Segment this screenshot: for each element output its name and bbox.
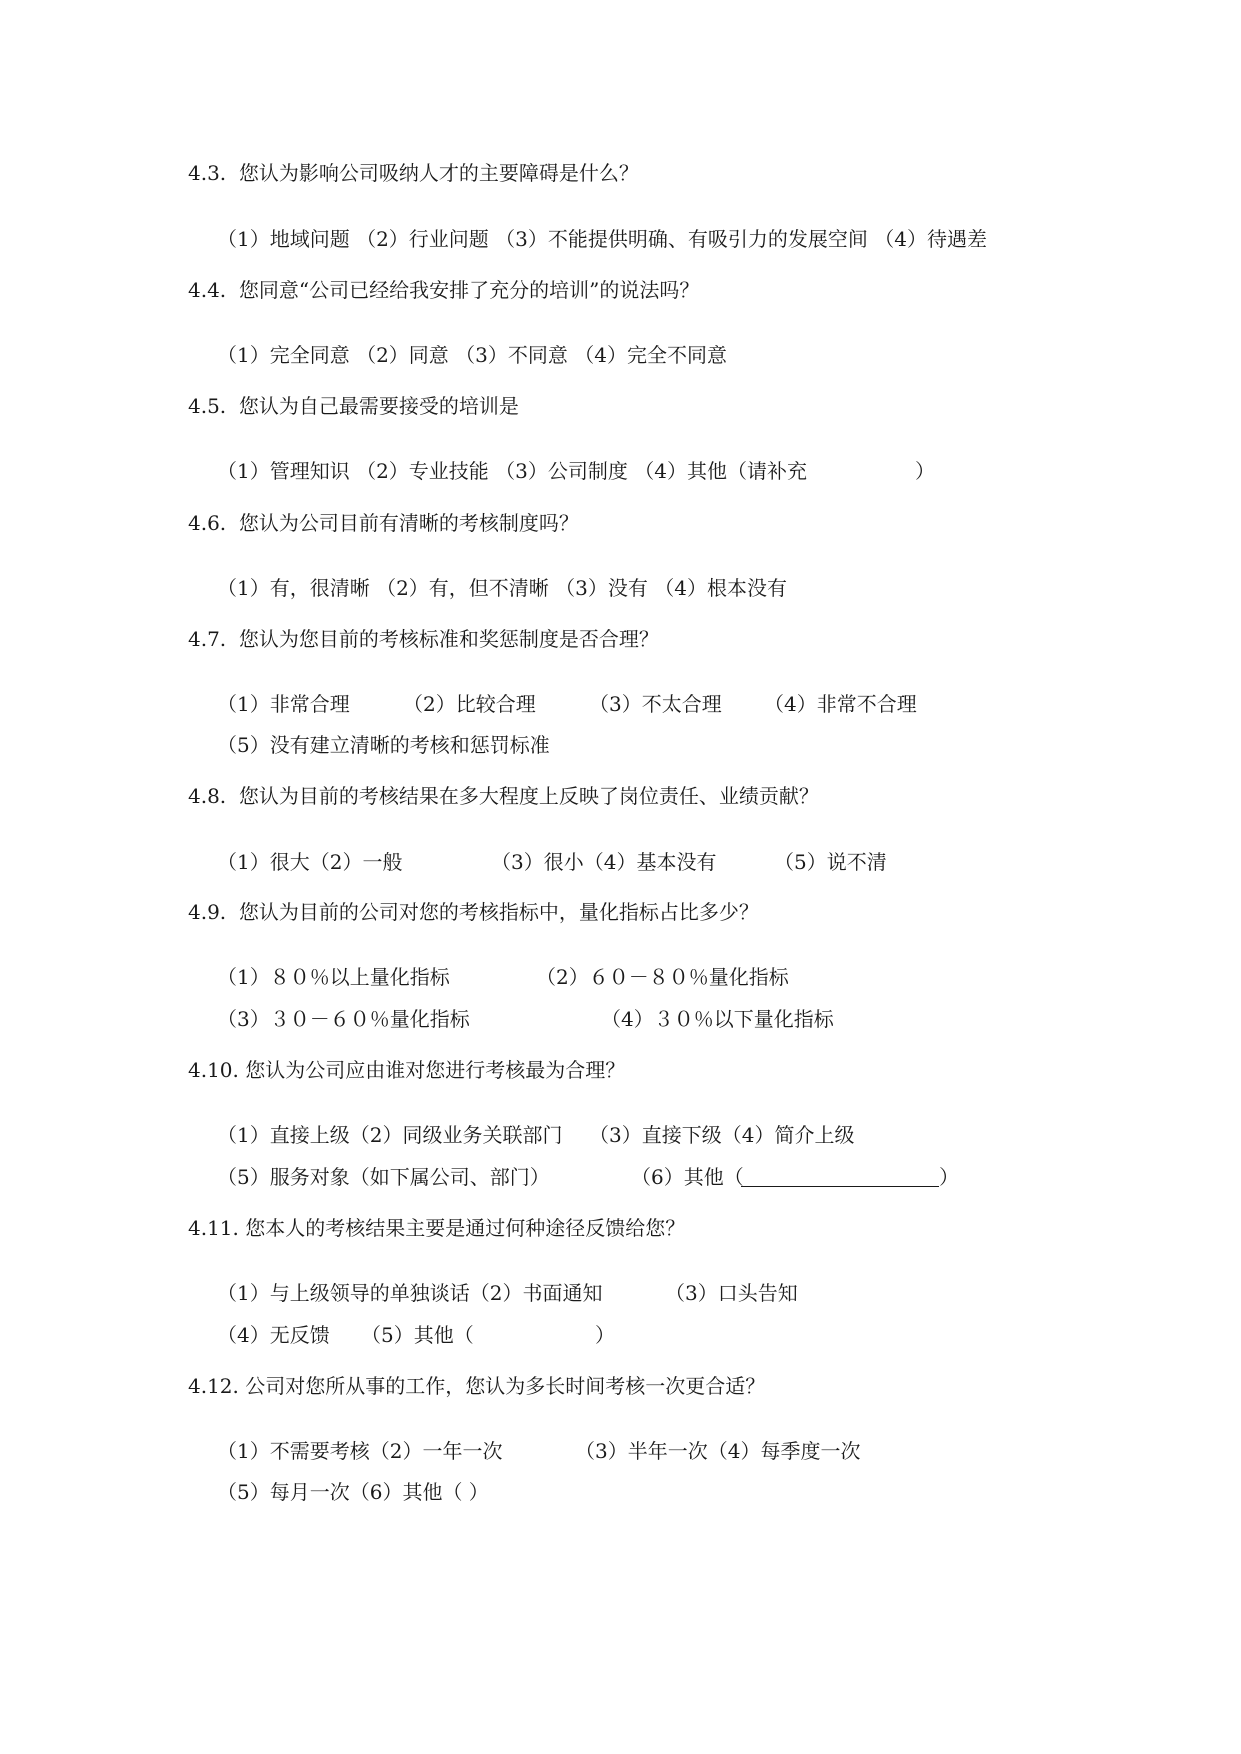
- options-4-8: [217, 849, 977, 875]
- option-4-12-b: （3）半年一次（4）每季度一次: [575, 1439, 861, 1463]
- question-4-8: 4.8. 您认为目前的考核结果在多大程度上反映了岗位责任、业绩贡献？: [188, 784, 819, 808]
- options-4-6: （1）有，很清晰 （2）有，但不清晰 （3）没有 （4）根本没有: [217, 576, 787, 600]
- option-4-12-a: （1）不需要考核（2）一年一次: [217, 1439, 503, 1463]
- question-4-9: 4.9. 您认为目前的公司对您的考核指标中，量化指标占比多少？: [188, 900, 759, 924]
- options-4-4: （1）完全同意 （2）同意 （3）不同意 （4）完全不同意: [217, 343, 727, 367]
- options-4-5-close: ）: [915, 459, 935, 483]
- options-4-11-line-1: [217, 1280, 977, 1306]
- option-4-7-1: （1）非常合理: [217, 692, 350, 716]
- option-4-8-a: （1）很大（2）一般: [217, 850, 403, 874]
- answer-blank-line[interactable]: [741, 1186, 939, 1187]
- option-4-10-c: （5）服务对象（如下属公司、部门）: [217, 1165, 550, 1189]
- option-4-9-3: （3）３０－６０％量化指标: [217, 1007, 470, 1031]
- option-4-10-d: （6）其他（: [631, 1165, 744, 1189]
- option-4-10-a: （1）直接上级（2）同级业务关联部门: [217, 1123, 563, 1147]
- options-4-7-line-1: [217, 691, 977, 717]
- question-4-7: 4.7. 您认为您目前的考核标准和奖惩制度是否合理？: [188, 627, 659, 651]
- option-4-9-1: （1）８０％以上量化指标: [217, 965, 450, 989]
- option-4-11-close: ）: [595, 1323, 615, 1347]
- options-4-7-line-2: （5）没有建立清晰的考核和惩罚标准: [217, 733, 550, 757]
- question-4-11: 4.11. 您本人的考核结果主要是通过何种途径反馈给您？: [188, 1216, 686, 1240]
- option-4-7-3: （3）不太合理: [589, 692, 722, 716]
- option-4-11-c: （4）无反馈: [217, 1323, 330, 1347]
- option-4-8-b: （3）很小（4）基本没有: [491, 850, 717, 874]
- question-4-3: 4.3. 您认为影响公司吸纳人才的主要障碍是什么？: [188, 161, 639, 185]
- option-4-11-d: （5）其他（: [361, 1323, 474, 1347]
- options-4-11-line-2: [217, 1322, 977, 1348]
- option-4-7-2: （2）比较合理: [403, 692, 536, 716]
- options-4-9-line-1: [217, 964, 977, 990]
- option-4-11-a: （1）与上级领导的单独谈话（2）书面通知: [217, 1281, 603, 1305]
- options-4-12-line-2: （5）每月一次（6）其他（ ）: [217, 1480, 489, 1504]
- option-4-9-4: （4）３０％以下量化指标: [601, 1007, 834, 1031]
- question-4-10: 4.10. 您认为公司应由谁对您进行考核最为合理？: [188, 1058, 626, 1082]
- option-4-11-b: （3）口头告知: [665, 1281, 798, 1305]
- options-4-5-text: （1）管理知识 （2）专业技能 （3）公司制度 （4）其他（请补充: [217, 459, 807, 483]
- question-4-5: 4.5. 您认为自己最需要接受的培训是: [188, 394, 519, 418]
- options-4-5: [217, 458, 937, 484]
- options-4-10-line-2: [217, 1164, 977, 1190]
- options-4-9-line-2: [217, 1006, 977, 1032]
- question-4-6: 4.6. 您认为公司目前有清晰的考核制度吗？: [188, 511, 579, 535]
- option-4-7-4: （4）非常不合理: [764, 692, 917, 716]
- options-4-3: （1）地域问题 （2）行业问题 （3）不能提供明确、有吸引力的发展空间 （4）待遇差: [217, 227, 987, 251]
- option-4-10-b: （3）直接下级（4）简介上级: [589, 1123, 855, 1147]
- question-4-4: 4.4. 您同意“公司已经给我安排了充分的培训”的说法吗？: [188, 278, 700, 302]
- options-4-12-line-1: [217, 1438, 977, 1464]
- question-4-12: 4.12. 公司对您所从事的工作，您认为多长时间考核一次更合适？: [188, 1374, 766, 1398]
- option-4-10-close: ）: [939, 1165, 959, 1189]
- options-4-10-line-1: [217, 1122, 977, 1148]
- option-4-9-2: （2）６０－８０％量化指标: [536, 965, 789, 989]
- option-4-8-c: （5）说不清: [774, 850, 887, 874]
